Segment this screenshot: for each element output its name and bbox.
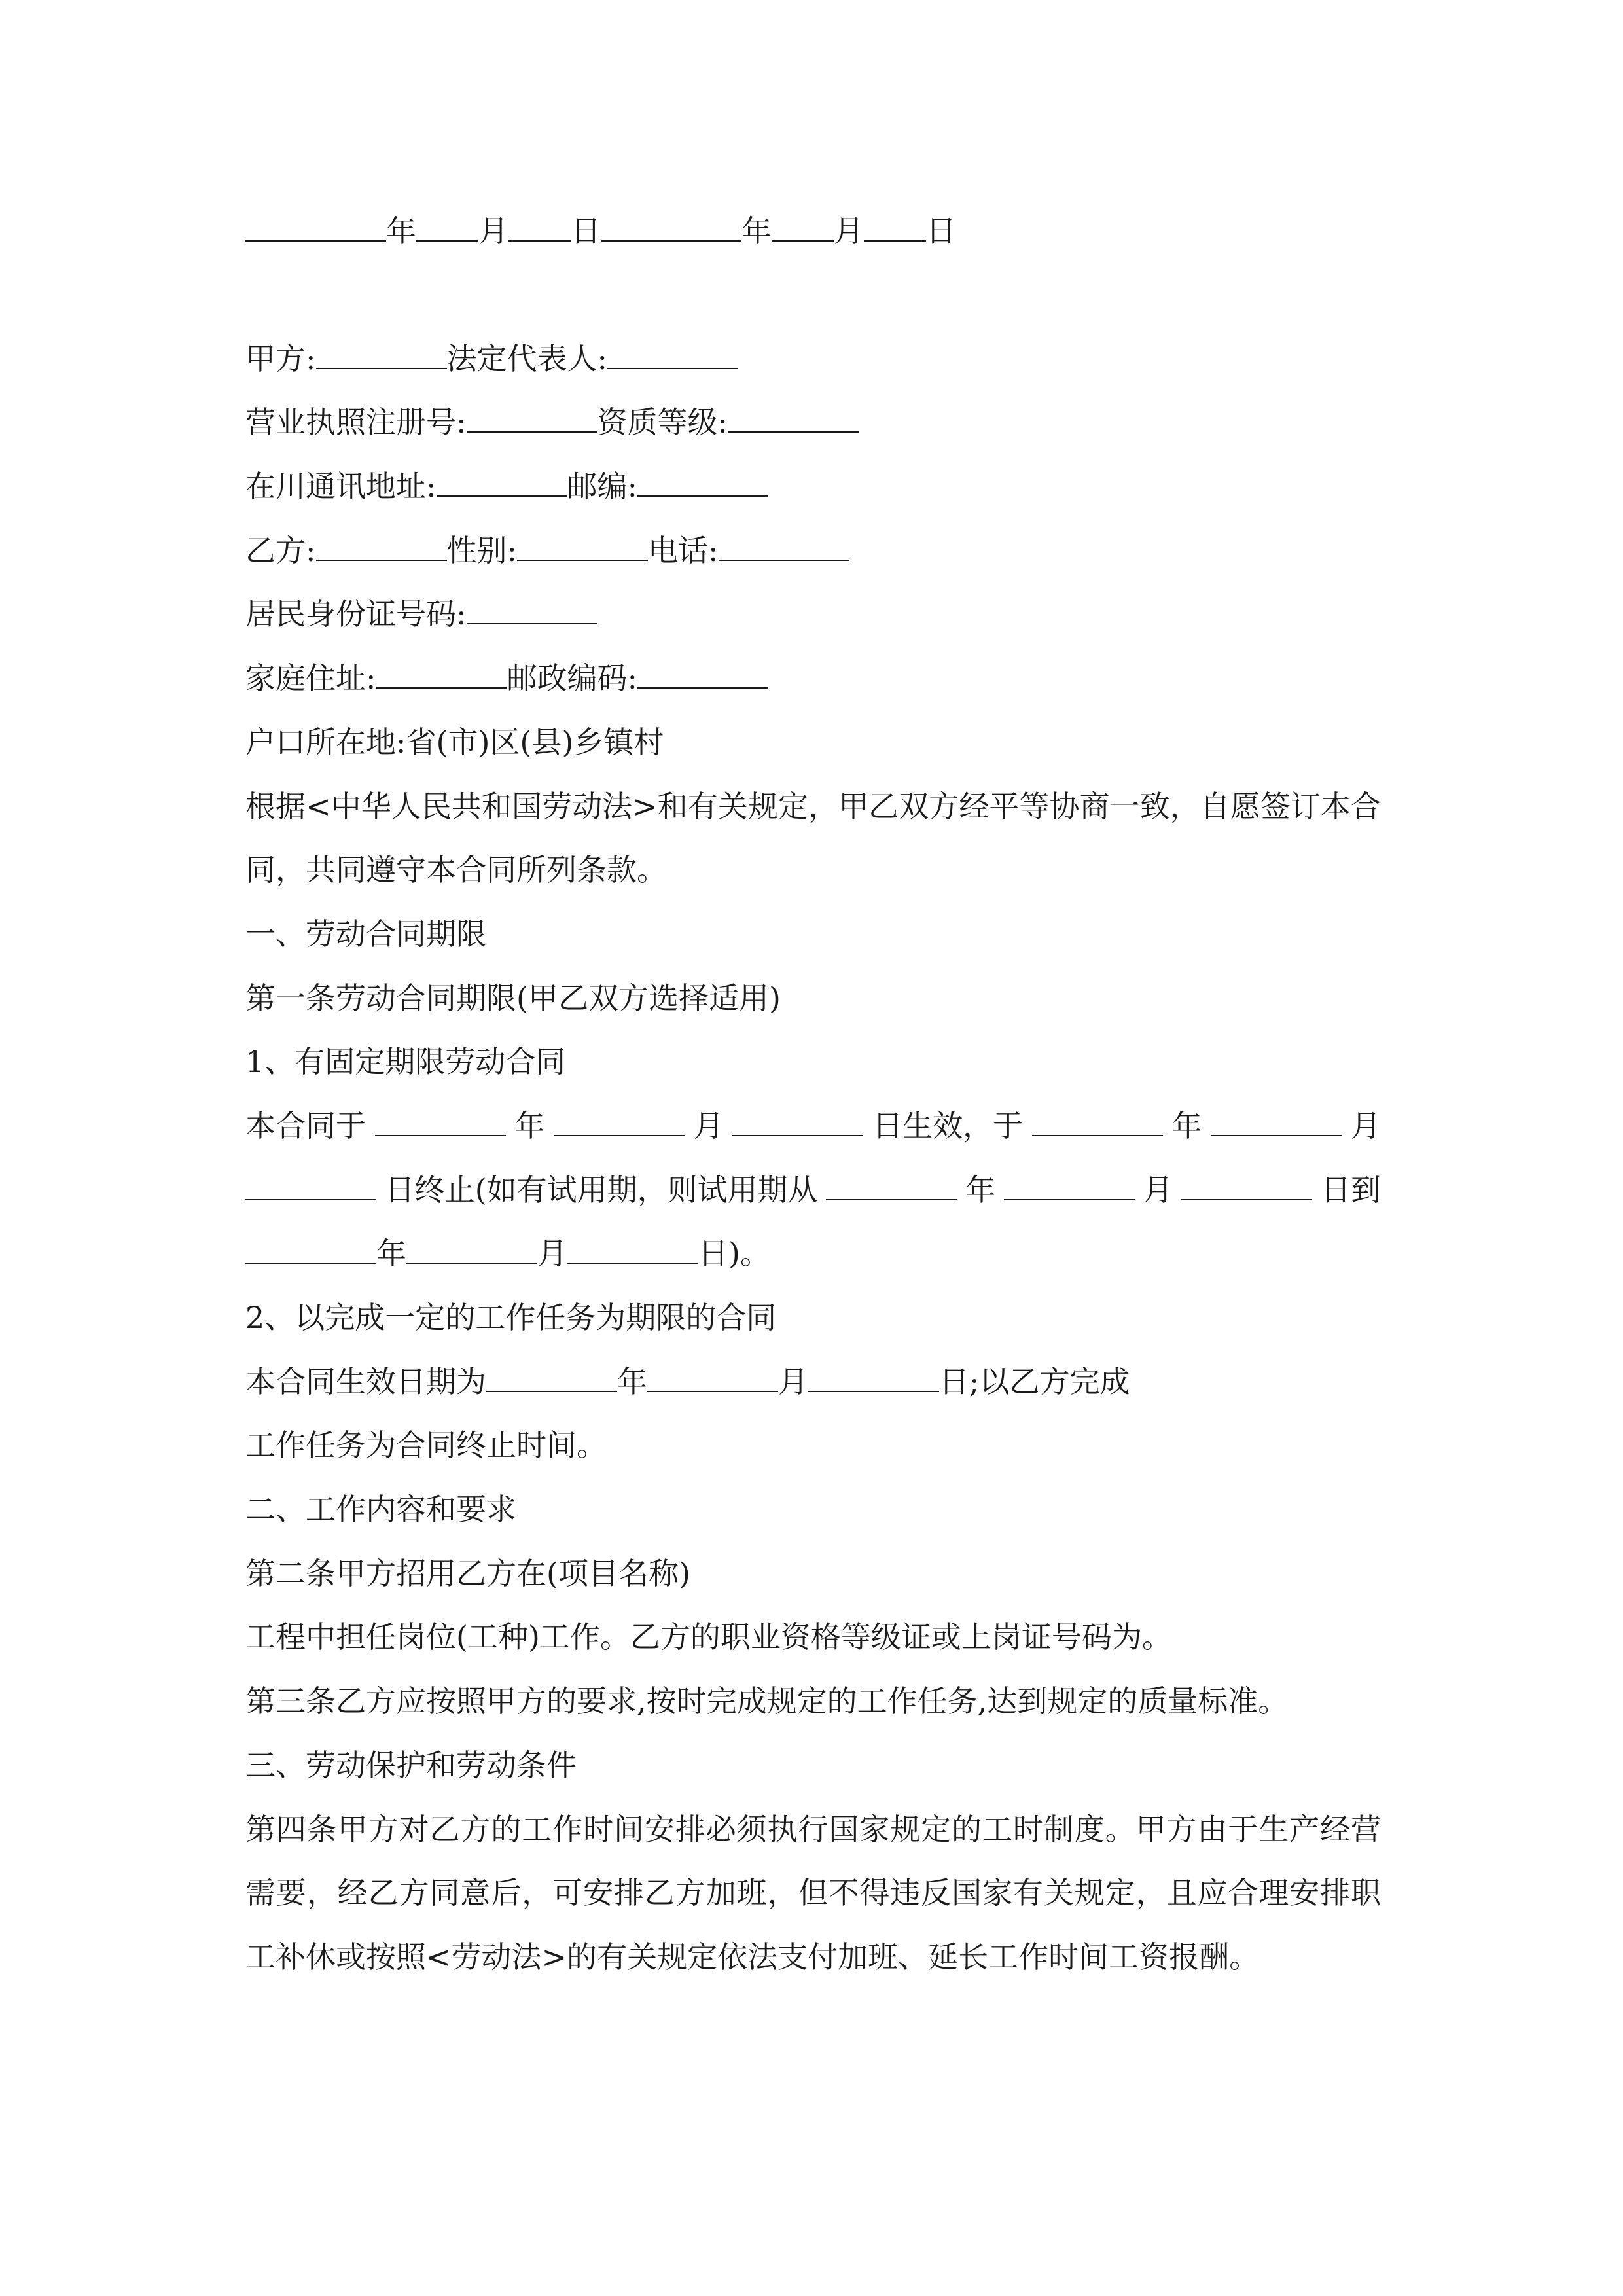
address-sc-row: 在川通讯地址: 邮编: [245, 455, 1381, 519]
blank[interactable] [732, 1109, 863, 1136]
address-blank[interactable] [437, 469, 567, 497]
fixed-term-line-1: 本合同于 年 月 日生效，于 年 月 [245, 1107, 1381, 1143]
blank[interactable] [601, 214, 741, 242]
blank[interactable] [1032, 1109, 1163, 1136]
item-2-heading: 2、以完成一定的工作任务为期限的合同 [245, 1300, 777, 1336]
blank[interactable] [808, 1365, 939, 1392]
section-2-heading: 二、工作内容和要求 [245, 1492, 516, 1528]
home-address-blank[interactable] [376, 661, 507, 689]
id-blank[interactable] [467, 597, 597, 624]
zip-blank[interactable] [637, 469, 768, 497]
contract-page [245, 200, 1381, 1990]
section-1-heading: 一、劳动合同期限 [245, 916, 486, 952]
article-2-body: 工程中担任岗位(工种)工作。乙方的职业资格等级证或上岗证号码为。 [245, 1619, 1172, 1655]
license-blank[interactable] [467, 405, 597, 433]
blank[interactable] [772, 214, 834, 242]
phone-blank[interactable] [719, 533, 849, 561]
party-b-blank[interactable] [316, 533, 447, 561]
article-1-heading: 第一条劳动合同期限(甲乙双方选择适用) [245, 980, 781, 1016]
blank[interactable] [647, 1365, 778, 1392]
blank[interactable] [486, 1365, 617, 1392]
party-a-row: 甲方: 法定代表人: [245, 327, 1381, 391]
id-number-row: 居民身份证号码: [245, 583, 1381, 647]
home-zip-blank[interactable] [637, 661, 768, 689]
blank[interactable] [245, 1173, 376, 1200]
blank[interactable] [416, 214, 478, 242]
blank[interactable] [508, 214, 571, 242]
blank[interactable] [1004, 1173, 1135, 1200]
blank[interactable] [1181, 1173, 1312, 1200]
blank[interactable] [826, 1173, 957, 1200]
blank[interactable] [864, 214, 926, 242]
blank[interactable] [1211, 1109, 1342, 1136]
preamble-paragraph: 根据<中华人民共和国劳动法>和有关规定，甲乙双方经平等协商一致，自愿签订本合同，共同遵守本合同所列条款。 [245, 788, 1381, 888]
task-term-line-1: 本合同生效日期为 年 月 日;以乙方完成 [245, 1363, 1130, 1399]
grade-blank[interactable] [728, 405, 859, 433]
party-b-row: 乙方: 性别: 电话: [245, 519, 1381, 583]
blank[interactable] [567, 1236, 698, 1264]
task-term-line-2: 工作任务为合同终止时间。 [245, 1427, 607, 1463]
party-a-blank[interactable] [316, 342, 447, 369]
gender-blank[interactable] [517, 533, 648, 561]
hukou-row: 户口所在地:省(市)区(县)乡镇村 [245, 724, 664, 760]
section-3-heading: 三、劳动保护和劳动条件 [245, 1747, 577, 1783]
legal-rep-blank[interactable] [607, 342, 738, 369]
blank[interactable] [375, 1109, 506, 1136]
blank[interactable] [406, 1236, 537, 1264]
signing-date-row: 年 月 日 年 月 日 [245, 200, 1381, 264]
fixed-term-line-2: 日终止(如有试用期，则试用期从 年 月 日到 [245, 1158, 1381, 1223]
license-row: 营业执照注册号: 资质等级: [245, 391, 1381, 455]
article-2-heading: 第二条甲方招用乙方在(项目名称) [245, 1555, 690, 1591]
article-4: 第四条甲方对乙方的工作时间安排必须执行国家规定的工时制度。甲方由于生产经营需要，经乙方同意后，可安排乙方加班，但不得违反国家有关规定，且应合理安排职工补休或按照<劳动法>的有关规定依法支付加班、延长工作时间工资报酬。 [245, 1811, 1381, 1975]
blank[interactable] [245, 1236, 376, 1264]
home-address-row: 家庭住址: 邮政编码: [245, 647, 1381, 711]
blank[interactable] [245, 214, 386, 242]
blank[interactable] [554, 1109, 685, 1136]
article-3: 第三条乙方应按照甲方的要求,按时完成规定的工作任务,达到规定的质量标准。 [245, 1683, 1289, 1719]
fixed-term-line-3: 年 月 日)。 [245, 1222, 1381, 1286]
item-1-heading: 1、有固定期限劳动合同 [245, 1044, 566, 1080]
